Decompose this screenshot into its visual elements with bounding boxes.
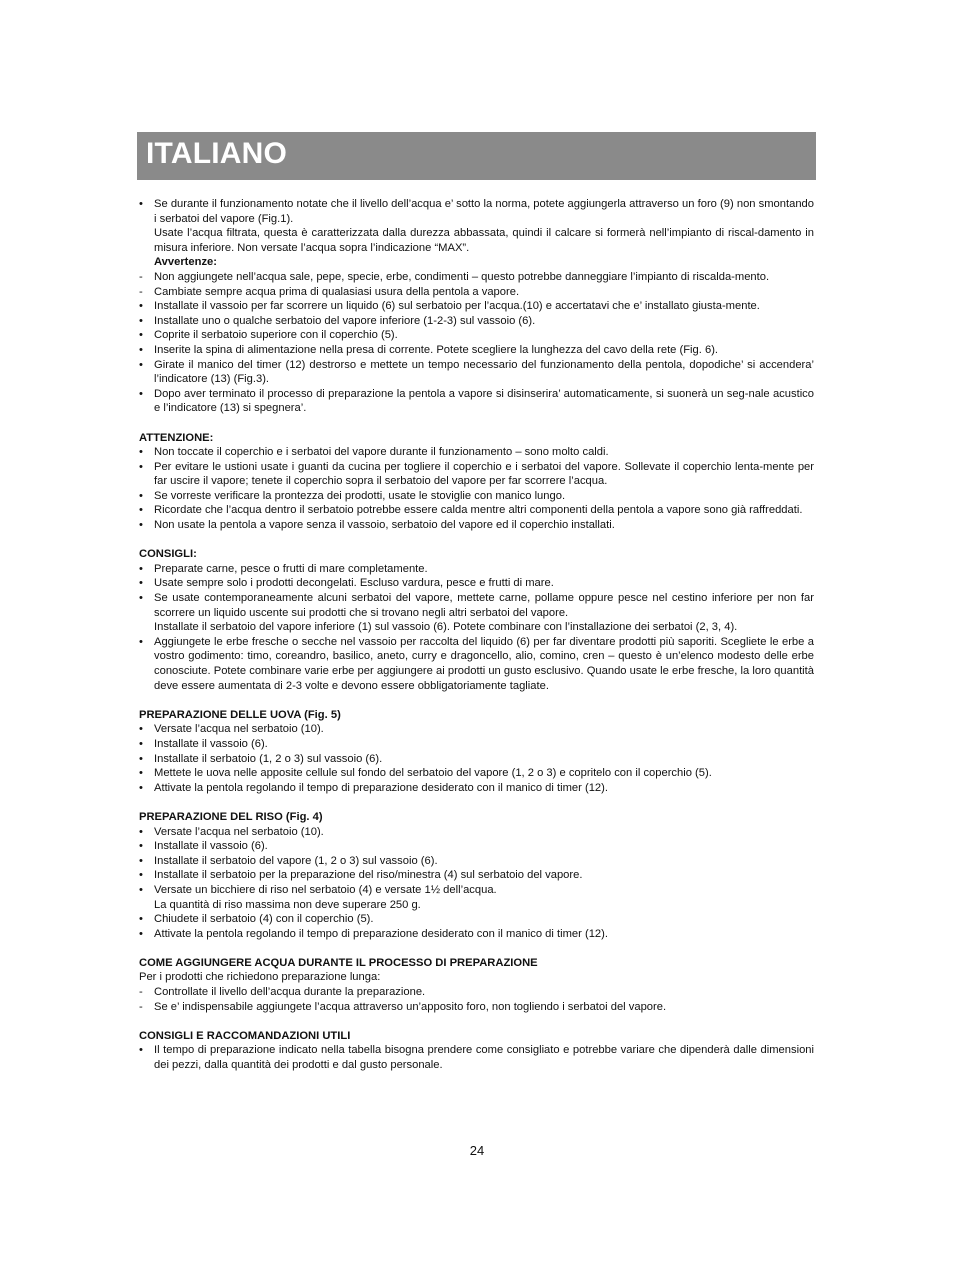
list-item [139,752,814,767]
page-title: ITALIANO [146,137,288,170]
list-item [139,620,814,635]
list-item [139,489,814,504]
item-text: Se vorreste verificare la prontezza dei prodotti, usate le stoviglie con manico lungo. [154,489,566,502]
bullet-marker: • [139,825,143,838]
item-text: Versate l’acqua nel serbatoio (10). [154,723,324,736]
list-item [139,299,814,314]
item-text: Non toccate il coperchio e i serbatoi del vapore durante il funzionamento – sono molto caldi. [154,446,609,459]
list-item [139,898,814,913]
section-heading: PREPARAZIONE DEL RISO (Fig. 4) [139,810,323,823]
list-item [139,445,814,460]
list-item [139,781,814,796]
list-item [139,591,814,620]
list-item [139,314,814,329]
item-text: La quantità di riso massima non deve superare 250 g. [154,898,421,911]
list-item [139,197,814,226]
list-item [139,722,814,737]
item-text: Inserite la spina di alimentazione nella presa di corrente. Potete scegliere la lunghezza del cavo della rete (Fig. 6). [154,343,719,356]
bullet-marker: • [139,343,143,356]
list-item [139,927,814,942]
list-item [139,635,814,693]
item-text: Installate il serbatoio del vapore (1, 2 o 3) sul vassoio (6). [154,854,438,867]
list-item [139,387,814,416]
list-item [139,839,814,854]
bullet-marker: • [139,752,143,765]
bullet-marker: • [139,854,143,867]
list-item [139,503,814,518]
bullet-marker: • [139,781,143,794]
section-heading: CONSIGLI: [139,548,197,561]
section-heading: ATTENZIONE: [139,431,214,444]
item-text: Se usate contemporaneamente alcuni serbatoi del vapore, mettete carne, pollame oppure pesce nel cestino inferiore per non far scorrere un liquido uscente sui prodotti che si trovano negli altri serbatoi del vapore. [154,592,814,619]
section-heading: CONSIGLI E RACCOMANDAZIONI UTILI [139,1029,351,1042]
document-body [139,197,814,1073]
list-item [139,854,814,869]
list-item [139,518,814,533]
bullet-marker: • [139,840,143,853]
list-item [139,1000,814,1015]
bullet-marker: • [139,446,143,459]
bullet-marker: • [139,460,143,473]
item-text: Installate il serbatoio (1, 2 o 3) sul vassoio (6). [154,752,383,765]
section-heading: PREPARAZIONE DELLE UOVA (Fig. 5) [139,708,341,721]
item-text: Installate il vassoio (6). [154,840,268,853]
bullet-marker: • [139,723,143,736]
dash-marker: - [139,986,143,999]
item-text: Ricordate che l’acqua dentro il serbatoio potrebbe essere calda mentre altri componenti della pentola a vapore sono già raffreddati. [154,504,803,517]
uova-section [139,708,814,796]
list-item [139,270,814,285]
item-text: Coprite il serbatoio superiore con il coperchio (5). [154,329,398,342]
bullet-marker: • [139,329,143,342]
bullet-marker: • [139,198,143,210]
intro-section [139,197,814,416]
list-item [139,576,814,591]
section-heading: COME AGGIUNGERE ACQUA DURANTE IL PROCESSO DI PREPARAZIONE [139,956,538,969]
item-text: Non aggiungete nell’acqua sale, pepe, specie, erbe, condimenti – questo potrebbe danneggiare l’impianto di riscalda-mento. [154,270,770,283]
bullet-marker: • [139,387,143,400]
bullet-marker: • [139,489,143,502]
attenzione-section [139,431,814,533]
dash-marker: - [139,285,143,298]
bullet-marker: • [139,737,143,750]
raccomandazioni-section [139,1029,814,1073]
bullet-marker: • [139,1044,143,1057]
bullet-marker: • [139,635,143,648]
list-item [139,562,814,577]
dash-marker: - [139,1000,143,1013]
list-item [139,737,814,752]
bullet-marker: • [139,577,143,590]
item-text: Cambiate sempre acqua prima di qualasiasi usura della pentola a vapore. [154,285,520,298]
bullet-marker: • [139,562,143,575]
item-text: Se durante il funzionamento notate che il livello dell’acqua e’ sotto la norma, potete aggiungerla attraverso un foro (9) non smontando i serbatoi del vapore (Fig.1). [154,198,814,225]
item-text: Versate l’acqua nel serbatoio (10). [154,825,324,838]
list-item [139,343,814,358]
bullet-marker: • [139,358,143,371]
item-text: Installate il serbatoio per la preparazione del riso/minestra (4) sul serbatoio del vapore. [154,869,583,882]
consigli-section [139,547,814,693]
bullet-marker: • [139,592,143,605]
list-item [139,328,814,343]
bullet-marker: • [139,300,143,313]
list-item [139,912,814,927]
page-number: 24 [469,1143,485,1158]
item-text: Installate il serbatoio del vapore inferiore (1) sul vassoio (6). Potete combinare con l’installazione dei serbatoi (2, 3, 4). [154,621,738,634]
bullet-marker: • [139,314,143,327]
list-item [139,825,814,840]
item-text: Usate sempre solo i prodotti decongelati. Escluso vardura, pesce e frutti di mare. [154,577,554,590]
item-text: Se e’ indispensabile aggiungete l’acqua attraverso un’apposito foro, non togliendo i serbatoi del vapore. [154,1000,667,1013]
list-item [139,985,814,1000]
item-text: Girate il manico del timer (12) destrorso e mettete un tempo necessario del funzionamento della pentola, dopodiche’ si accendera’ l’indicatore (13) (Fig.3). [154,358,814,386]
list-item [139,766,814,781]
item-text: Attivate la pentola regolando il tempo di preparazione desiderato con il manico di timer (12). [154,927,608,940]
item-text: Avvertenze: [154,256,218,269]
item-text: Per evitare le ustioni usate i guanti da cucina per togliere il coperchio e i serbatoi del vapore. Sollevate il coperchio lenta-mente per far uscire il vapore; tenete il coperchio sopra il serbatoio del vapore per far scorrere l’acqua. [154,460,814,488]
aggiungere-section [139,956,814,1014]
bullet-marker: • [139,913,143,926]
item-text: Versate un bicchiere di riso nel serbatoio (4) e versate 1½ dell’acqua. [154,883,497,896]
section-lead: Per i prodotti che richiedono preparazione lunga: [139,971,381,984]
item-text: Il tempo di preparazione indicato nella tabella bisogna prendere come consigliato e potrebbe variare che dipenderà dalle dimensioni dei pezzi, dalla quantità dei prodotti e dal gusto personale. [154,1044,814,1072]
bullet-marker: • [139,869,143,882]
bullet-marker: • [139,927,143,940]
list-item [139,883,814,898]
list-item [139,460,814,489]
item-text: Usate l’acqua filtrata, questa è caratterizzata dalla durezza abbassata, quindi il calcare si formerà nell’impianto di riscal-damento in misura inferiore. Non versate l’acqua sopra l’indicazione “MAX”. [154,227,814,254]
item-text: Attivate la pentola regolando il tempo di preparazione desiderato con il manico di timer (12). [154,781,608,794]
bullet-marker: • [139,883,143,896]
item-text: Non usate la pentola a vapore senza il vassoio, serbatoio del vapore ed il coperchio installati. [154,519,615,532]
bullet-marker: • [139,504,143,517]
list-item [139,868,814,883]
item-text: Dopo aver terminato il processo di preparazione la pentola a vapore si disinserira’ automaticamente, si suonerà un seg-nale acustico e l’indicatore (13) si spegnera’. [154,387,814,415]
list-item [139,226,814,255]
warnings-label [139,255,814,270]
list-item [139,358,814,387]
item-text: Aggiungete le erbe fresche o secche nel vassoio per raccolta del liquido (6) per far diventare prodotti più saporiti. Scegliete le erbe a vostro godimento: timo, coreandro, basilico, aneto, curry e dragoncello, alio, comino, cren – questo è un’elenco modesto delle erbe conosciute. Potete combinare varie erbe per aggiungere ai prodotti un gusto esclusivo. Quando usate le erbe fresche, la loro quantità deve essere aumentata di 2-3 volte e devono essere obbligatoriamente tagliate. [154,635,814,692]
item-text: Preparate carne, pesce o frutti di mare completamente. [154,562,428,575]
list-item [139,285,814,300]
dash-marker: - [139,270,143,283]
item-text: Installate uno o qualche serbatoio del vapore inferiore (1-2-3) sul vassoio (6). [154,314,536,327]
item-text: Installate il vassoio per far scorrere un liquido (6) sul serbatoio per l’acqua.(10) e accertatavi che e’ installato giusta-mente. [154,300,760,313]
bullet-marker: • [139,519,143,532]
list-item [139,1043,814,1072]
item-text: Chiudete il serbatoio (4) con il coperchio (5). [154,913,374,926]
riso-section [139,810,814,941]
item-text: Controllate il livello dell’acqua durante la preparazione. [154,986,426,999]
section-banner [137,132,816,180]
bullet-marker: • [139,767,143,780]
item-text: Installate il vassoio (6). [154,737,268,750]
item-text: Mettete le uova nelle apposite cellule sul fondo del serbatoio del vapore (1, 2 o 3) e copritelo con il coperchio (5). [154,767,712,780]
